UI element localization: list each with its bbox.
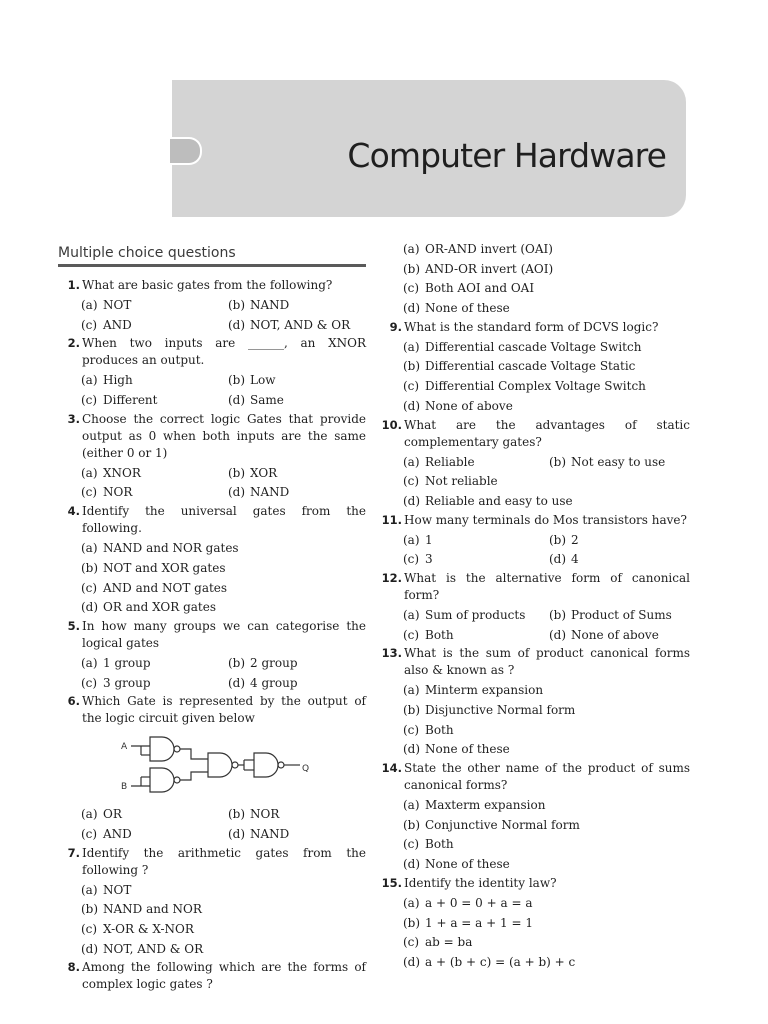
option-c: (c) 3 group	[81, 675, 151, 690]
option-a: (a) NOT	[81, 298, 132, 312]
option-d: (d) a + (b + c) = (a + b) + c	[403, 954, 576, 969]
option-d: (d) OR and XOR gates	[81, 600, 217, 615]
option-a: (a) Minterm expansion	[403, 683, 544, 698]
option-b: (b) NAND and NOR	[81, 902, 202, 917]
option-c: (c) AND	[81, 826, 132, 841]
option-c: (c) 3	[403, 552, 433, 567]
option-c: (c) X-OR & X-NOR	[81, 922, 194, 936]
question-text: In how many groups we can categorise the logical gates	[82, 618, 366, 650]
option-c: (c) Both	[403, 627, 454, 642]
option-d: (d) None of above	[549, 627, 659, 642]
question-text: What are basic gates from the following?	[82, 278, 333, 292]
question-number: 8.	[67, 960, 80, 975]
nand-gate-1	[131, 737, 180, 761]
option-c: (c) Different	[81, 393, 158, 408]
option-c: (c) NOR	[81, 485, 133, 500]
option-a: (a) NAND and NOR gates	[81, 541, 239, 556]
question-number: 9.	[389, 319, 402, 334]
question-text: Identify the identity law?	[404, 875, 557, 890]
option-a: (a) Differential cascade Voltage Switch	[403, 339, 642, 354]
option-b: (b) Not easy to use	[549, 454, 666, 469]
question-8	[58, 959, 366, 993]
question-number: 4.	[67, 504, 80, 519]
option-d: (d) 4	[549, 552, 579, 567]
nand-gate-4	[238, 753, 300, 777]
option-d: (d) Same	[228, 393, 284, 408]
option-a: (a) High	[81, 373, 133, 388]
question-3	[58, 411, 366, 503]
question-text: What is the alternative form of canonical form?	[404, 570, 690, 602]
question-number: 11.	[381, 512, 402, 527]
question-number: 7.	[67, 845, 80, 860]
question-1	[58, 277, 366, 335]
option-d: (d) None of these	[403, 857, 510, 872]
option-a: (a) Reliable	[403, 454, 475, 469]
logic-circuit-diagram	[58, 731, 366, 801]
question-text: Choose the correct logic Gates that provide output as 0 when both inputs are the same (either 0 or 1)	[82, 411, 366, 460]
question-number: 6.	[67, 694, 80, 709]
option-b: (b) 2 group	[228, 655, 298, 670]
left-column	[58, 240, 366, 995]
question-number: 15.	[381, 875, 402, 890]
option-d: (d) NAND	[228, 826, 290, 841]
question-text: Among the following which are the forms of complex logic gates ?	[82, 960, 366, 992]
question-text: What are the advantages of static complementary gates?	[404, 417, 690, 449]
option-d: (d) NOT, AND & OR	[228, 317, 351, 332]
option-d: (d) None of these	[403, 742, 510, 757]
option-b: (b) XOR	[228, 465, 278, 480]
question-11	[380, 512, 690, 570]
question-5	[58, 618, 366, 693]
option-d: (d) NOT, AND & OR	[81, 941, 204, 956]
option-d: (d) Reliable and easy to use	[403, 493, 573, 508]
option-c: (c) AND	[81, 317, 132, 332]
question-text: Identify the universal gates from the following.	[82, 504, 366, 536]
section-title: Multiple choice questions	[58, 240, 366, 267]
question-text: What is the standard form of DCVS logic?	[404, 319, 659, 334]
option-a: (a) XNOR	[81, 465, 141, 480]
option-a: (a) Sum of products	[403, 607, 526, 622]
nand-gate-2	[131, 768, 180, 792]
right-column	[380, 240, 690, 973]
option-b: (b) NOT and XOR gates	[81, 560, 226, 575]
question-text: State the other name of the product of sums canonical forms?	[404, 761, 690, 793]
option-c: (c) AND and NOT gates	[81, 580, 228, 595]
question-7	[58, 845, 366, 960]
option-b: (b) NAND	[228, 298, 290, 312]
question-text: When two inputs are ______, an XNOR produces an output.	[82, 336, 366, 368]
circuit-label-a: A	[121, 742, 128, 753]
circuit-label-q: Q	[302, 764, 310, 775]
banner-tab	[170, 137, 202, 165]
question-number: 13.	[381, 646, 402, 661]
question-12	[380, 570, 690, 645]
option-b: (b) Low	[228, 373, 276, 388]
question-number: 10.	[381, 417, 402, 432]
question-text: Identify the arithmetic gates from the following ?	[82, 845, 366, 877]
option-c: (c) Differential Complex Voltage Switch	[403, 379, 646, 394]
option-d: (d) None of above	[403, 398, 513, 413]
nand-gate-3	[180, 749, 238, 780]
question-10	[380, 417, 690, 512]
question-text: Which Gate is represented by the output of the logic circuit given below	[82, 694, 366, 726]
option-c: (c) Both	[403, 722, 454, 737]
option-b: (b) Disjunctive Normal form	[403, 703, 576, 717]
question-6	[58, 693, 366, 844]
option-a: (a) Maxterm expansion	[403, 798, 546, 813]
question-number: 5.	[67, 618, 80, 633]
question-number: 12.	[381, 570, 402, 585]
option-c: (c) Not reliable	[403, 474, 498, 489]
question-number: 3.	[67, 411, 80, 426]
question-13	[380, 645, 690, 760]
question-4	[58, 503, 366, 618]
option-a: (a) NOT	[81, 882, 132, 897]
question-number: 2.	[67, 336, 80, 351]
question-number: 1.	[67, 278, 80, 292]
option-b: (b) Differential cascade Voltage Static	[403, 359, 636, 374]
question-8-options	[380, 240, 690, 319]
option-a: (a) OR-AND invert (OAI)	[403, 242, 553, 256]
question-number: 14.	[381, 761, 402, 776]
circuit-label-b: B	[121, 782, 128, 793]
option-a: (a) 1	[403, 532, 433, 547]
question-text: What is the sum of product canonical forms also & known as ?	[404, 646, 690, 678]
question-2	[58, 335, 366, 410]
question-15	[380, 875, 690, 973]
chapter-title: Computer Hardware	[347, 136, 666, 175]
option-b: (b) Conjunctive Normal form	[403, 817, 580, 832]
option-d: (d) None of these	[403, 301, 510, 316]
question-text: How many terminals do Mos transistors have?	[404, 512, 687, 527]
option-b: (b) Product of Sums	[549, 607, 672, 622]
question-9	[380, 319, 690, 417]
option-b: (b) NOR	[228, 807, 280, 822]
option-b: (b) AND-OR invert (AOI)	[403, 261, 554, 276]
option-c: (c) Both AOI and OAI	[403, 281, 535, 296]
option-c: (c) Both	[403, 837, 454, 852]
option-b: (b) 1 + a = a + 1 = 1	[403, 915, 533, 930]
question-14	[380, 760, 690, 875]
option-b: (b) 2	[549, 532, 579, 547]
option-a: (a) OR	[81, 807, 122, 822]
option-d: (d) 4 group	[228, 675, 298, 690]
option-d: (d) NAND	[228, 485, 290, 500]
option-a: (a) a + 0 = 0 + a = a	[403, 895, 533, 910]
option-c: (c) ab = ba	[403, 935, 473, 950]
option-a: (a) 1 group	[81, 655, 151, 670]
